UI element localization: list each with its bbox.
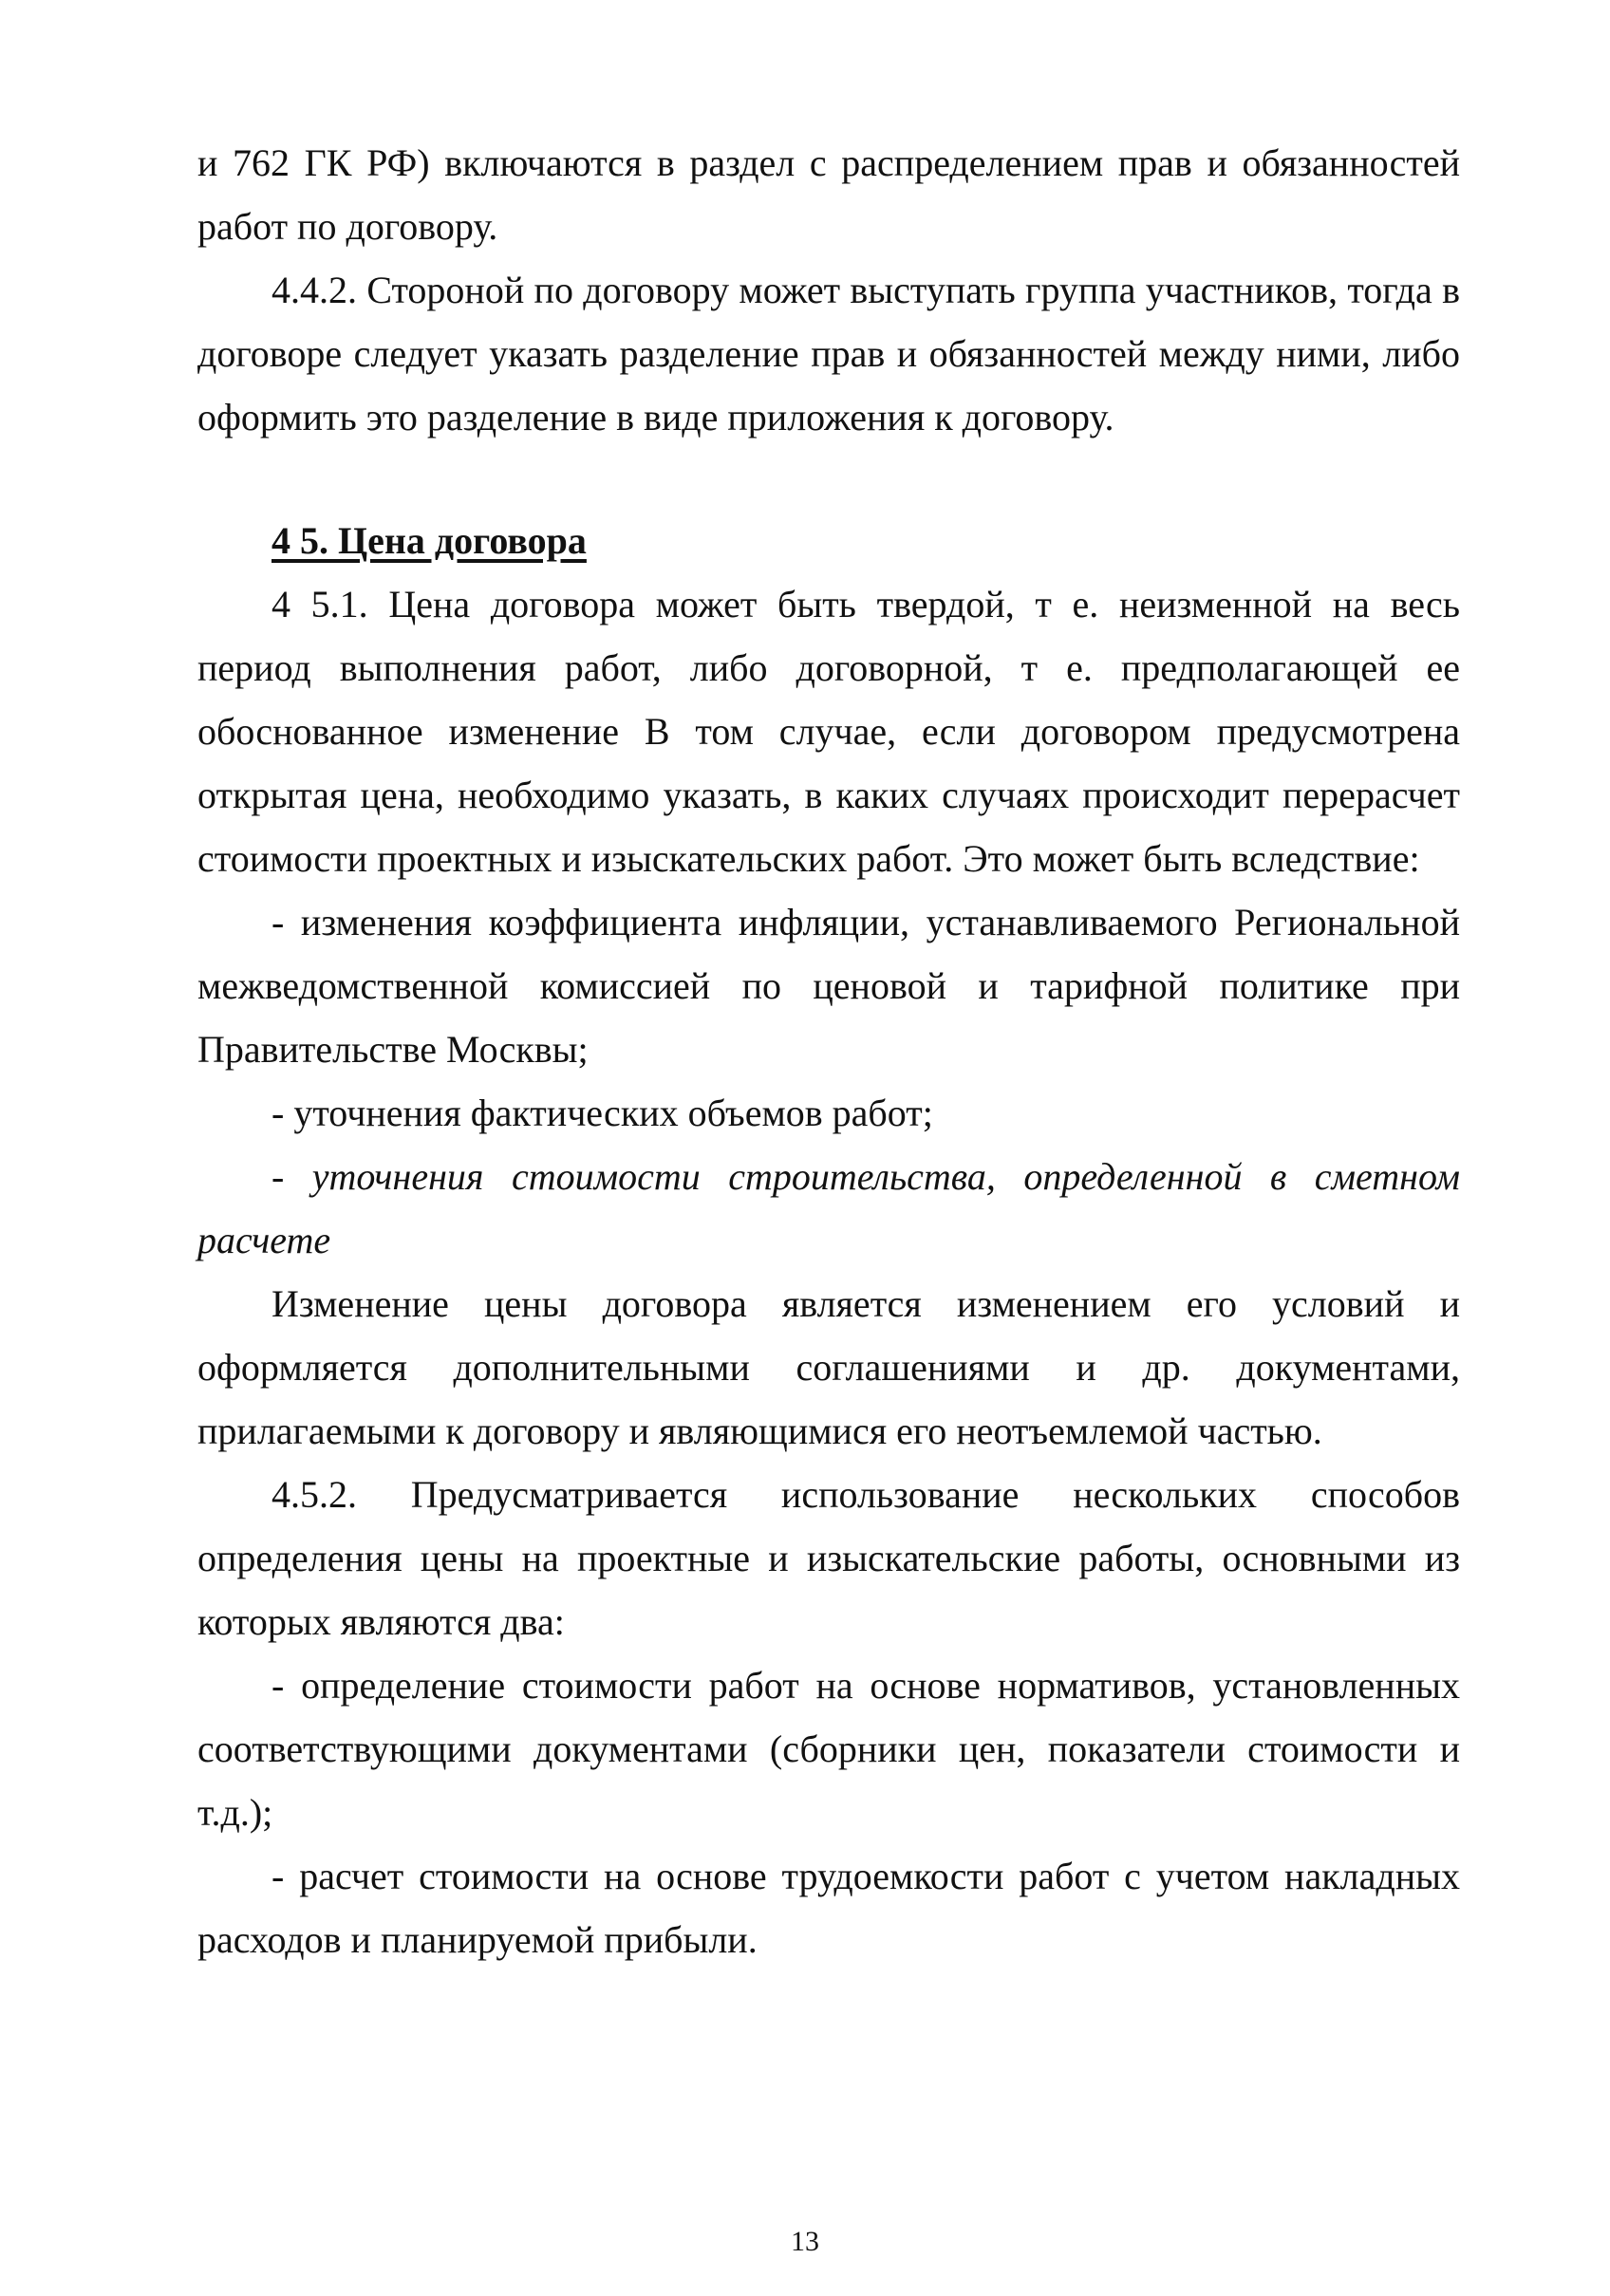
list-item-volumes: - уточнения фактических объемов работ; [271,1092,933,1134]
paragraph-4-5-1: 4 5.1. Цена договора может быть твердой, т е. неизменной на весь период выполнения работ, либо договорной, т е. предполагающей ее обоснованное изменение В том случае, если договором предусмотрена открытая цена, необходимо указать, в каких случаях происходит перерасчет стоимости проектных и изыскательских работ. Это может быть вследствие: [197,583,1460,880]
paragraph-continuation: и 762 ГК РФ) включаются в раздел с распределением прав и обязанностей работ по договору. [197,141,1460,248]
list-item-construction-cost: - уточнения стоимости строительства, определенной в сметном расчете [197,1155,1460,1261]
top-text-block [197,131,1460,449]
section-text-block [197,572,1460,1971]
list-item-normatives: - определение стоимости работ на основе нормативов, установленных соответствующими документами (сборники цен, показатели стоимости и т.д.); [197,1664,1460,1834]
list-item-inflation: - изменения коэффициента инфляции, устанавливаемого Региональной межведомственной комиссией по ценовой и тарифной политике при Правительстве Москвы; [197,901,1460,1071]
paragraph-4-4-2: 4.4.2. Стороной по договору может выступать группа участников, тогда в договоре следует указать разделение прав и обязанностей между ними, либо оформить это разделение в виде приложения к договору. [197,269,1460,439]
paragraph-4-5-2: 4.5.2. Предусматривается использование нескольких способов определения цены на проектные и изыскательские работы, основными из которых являются два: [197,1473,1460,1643]
page-number: 13 [791,2226,819,2257]
paragraph-price-change: Изменение цены договора является изменением его условий и оформляется дополнительными соглашениями и др. документами, прилагаемыми к договору и являющимися его неотъемлемой частью. [197,1282,1460,1452]
section-heading: 4 5. Цена договора [271,519,587,562]
list-item-labor-cost: - расчет стоимости на основе трудоемкости работ с учетом накладных расходов и планируемой прибыли. [197,1855,1460,1961]
